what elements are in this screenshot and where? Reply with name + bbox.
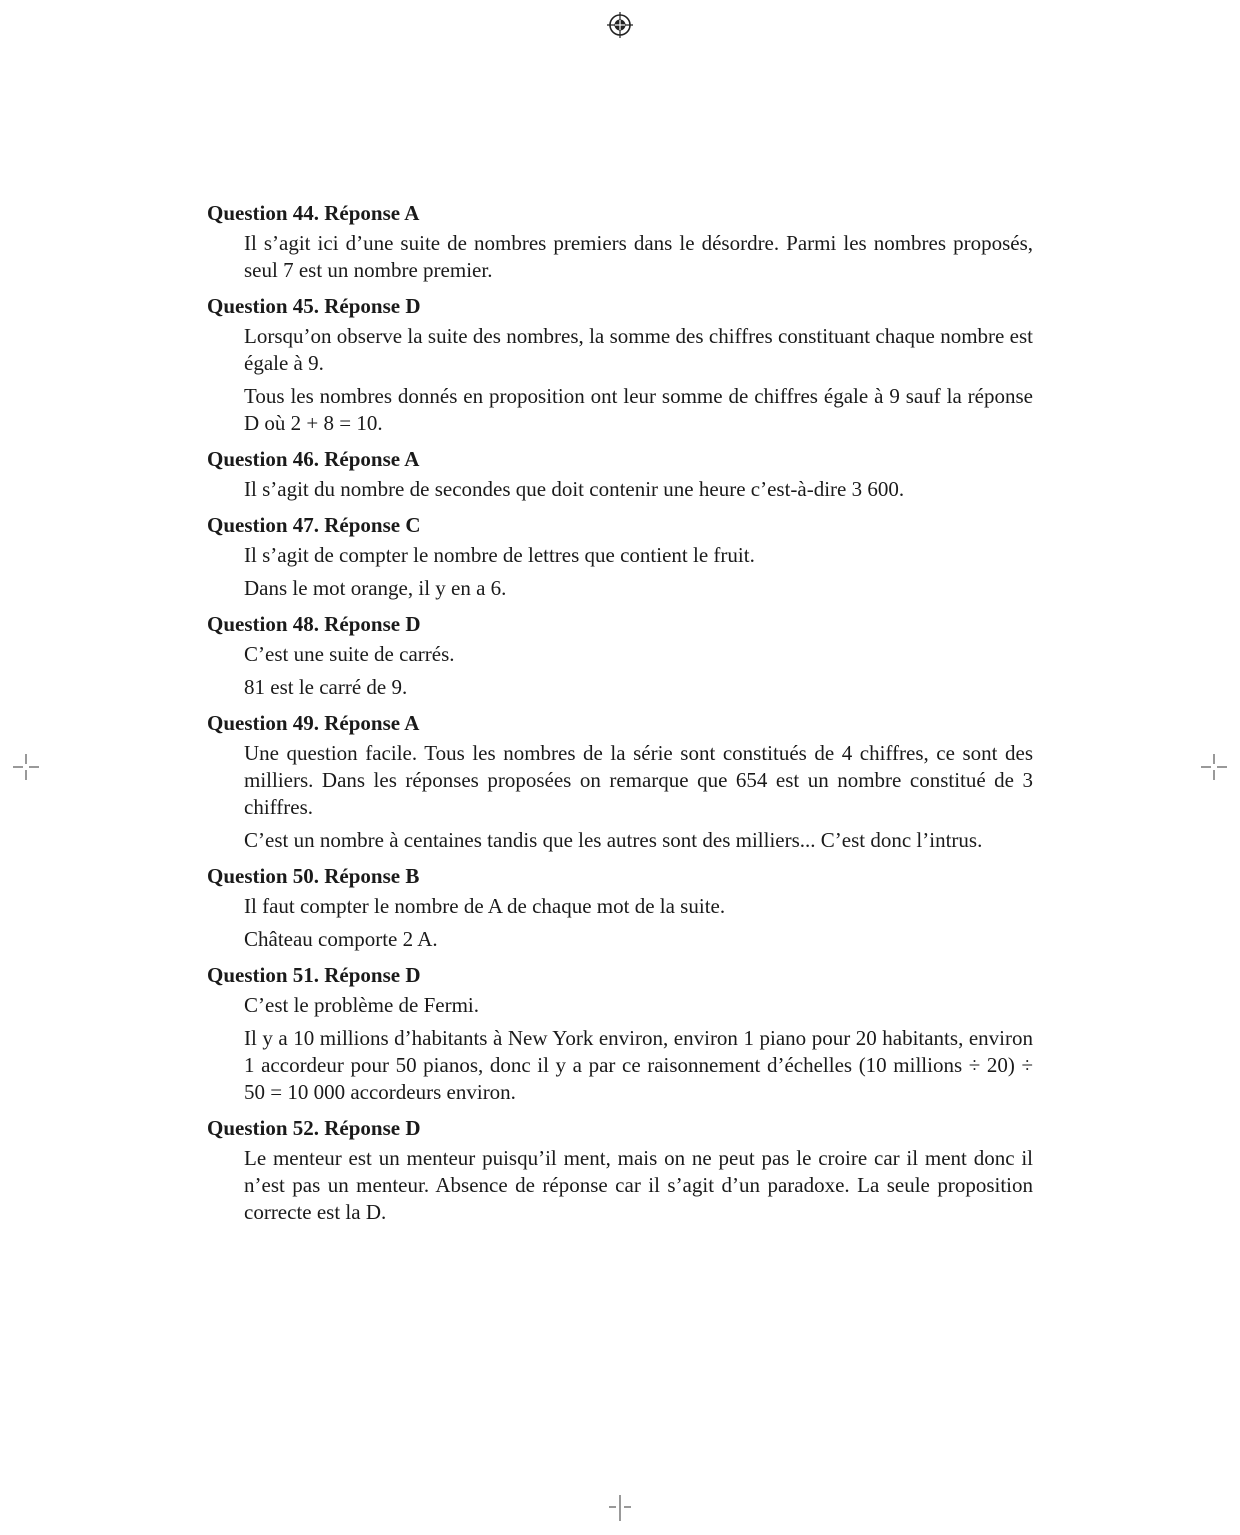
explanation-paragraph: Une question facile. Tous les nombres de la série sont constitués de 4 chiffres, ce sont des milliers. Dans les réponses proposées on remarque que 654 est un nombre constitué de 3 chiffres. — [244, 741, 1033, 819]
question-heading: Question 50. Réponse B — [207, 864, 420, 888]
question-46 — [207, 444, 1033, 503]
question-heading: Question 47. Réponse C — [207, 513, 421, 537]
question-48 — [207, 609, 1033, 701]
question-50 — [207, 861, 1033, 953]
question-52 — [207, 1113, 1033, 1226]
question-heading: Question 49. Réponse A — [207, 711, 420, 735]
explanation-paragraph: C’est une suite de carrés. — [244, 642, 455, 666]
crop-mark-right-icon — [1199, 752, 1229, 782]
explanation-paragraph: Lorsqu’on observe la suite des nombres, la somme des chiffres constituant chaque nombre est égale à 9. — [244, 324, 1033, 375]
registration-mark-icon — [607, 12, 633, 38]
question-47 — [207, 510, 1033, 602]
question-heading: Question 51. Réponse D — [207, 963, 421, 987]
explanation-paragraph: Le menteur est un menteur puisqu’il ment, mais on ne peut pas le croire car il ment donc il n’est pas un menteur. Absence de réponse car il s’agit d’un paradoxe. La seule proposition correcte est la D. — [244, 1146, 1033, 1224]
question-45 — [207, 291, 1033, 437]
question-51 — [207, 960, 1033, 1106]
explanation-paragraph: Tous les nombres donnés en proposition ont leur somme de chiffres égale à 9 sauf la réponse D où 2 + 8 = 10. — [244, 384, 1033, 435]
question-heading: Question 48. Réponse D — [207, 612, 421, 636]
question-heading: Question 45. Réponse D — [207, 294, 421, 318]
question-heading: Question 52. Réponse D — [207, 1116, 421, 1140]
question-49 — [207, 708, 1033, 854]
explanation-paragraph: Château comporte 2 A. — [244, 927, 438, 951]
explanation-paragraph: C’est un nombre à centaines tandis que les autres sont des milliers... C’est donc l’intrus. — [244, 828, 983, 852]
answers-list — [207, 198, 1033, 1233]
question-heading: Question 44. Réponse A — [207, 201, 420, 225]
question-44 — [207, 198, 1033, 284]
crop-mark-left-icon — [11, 752, 41, 782]
crop-mark-bottom-icon — [605, 1493, 635, 1523]
explanation-paragraph: Dans le mot orange, il y en a 6. — [244, 576, 507, 600]
explanation-paragraph: Il s’agit du nombre de secondes que doit contenir une heure c’est-à-dire 3 600. — [244, 477, 905, 501]
explanation-paragraph: C’est le problème de Fermi. — [244, 993, 480, 1017]
question-heading: Question 46. Réponse A — [207, 447, 420, 471]
explanation-paragraph: Il faut compter le nombre de A de chaque mot de la suite. — [244, 894, 726, 918]
explanation-paragraph: Il y a 10 millions d’habitants à New York environ, environ 1 piano pour 20 habitants, environ 1 accordeur pour 50 pianos, donc il y a par ce raisonnement d’échelles (10 millions ÷ 20) ÷ 50 = 10 000 accordeurs environ. — [244, 1026, 1033, 1104]
explanation-paragraph: Il s’agit de compter le nombre de lettres que contient le fruit. — [244, 543, 755, 567]
explanation-paragraph: 81 est le carré de 9. — [244, 675, 408, 699]
explanation-paragraph: Il s’agit ici d’une suite de nombres premiers dans le désordre. Parmi les nombres proposés, seul 7 est un nombre premier. — [244, 231, 1033, 282]
